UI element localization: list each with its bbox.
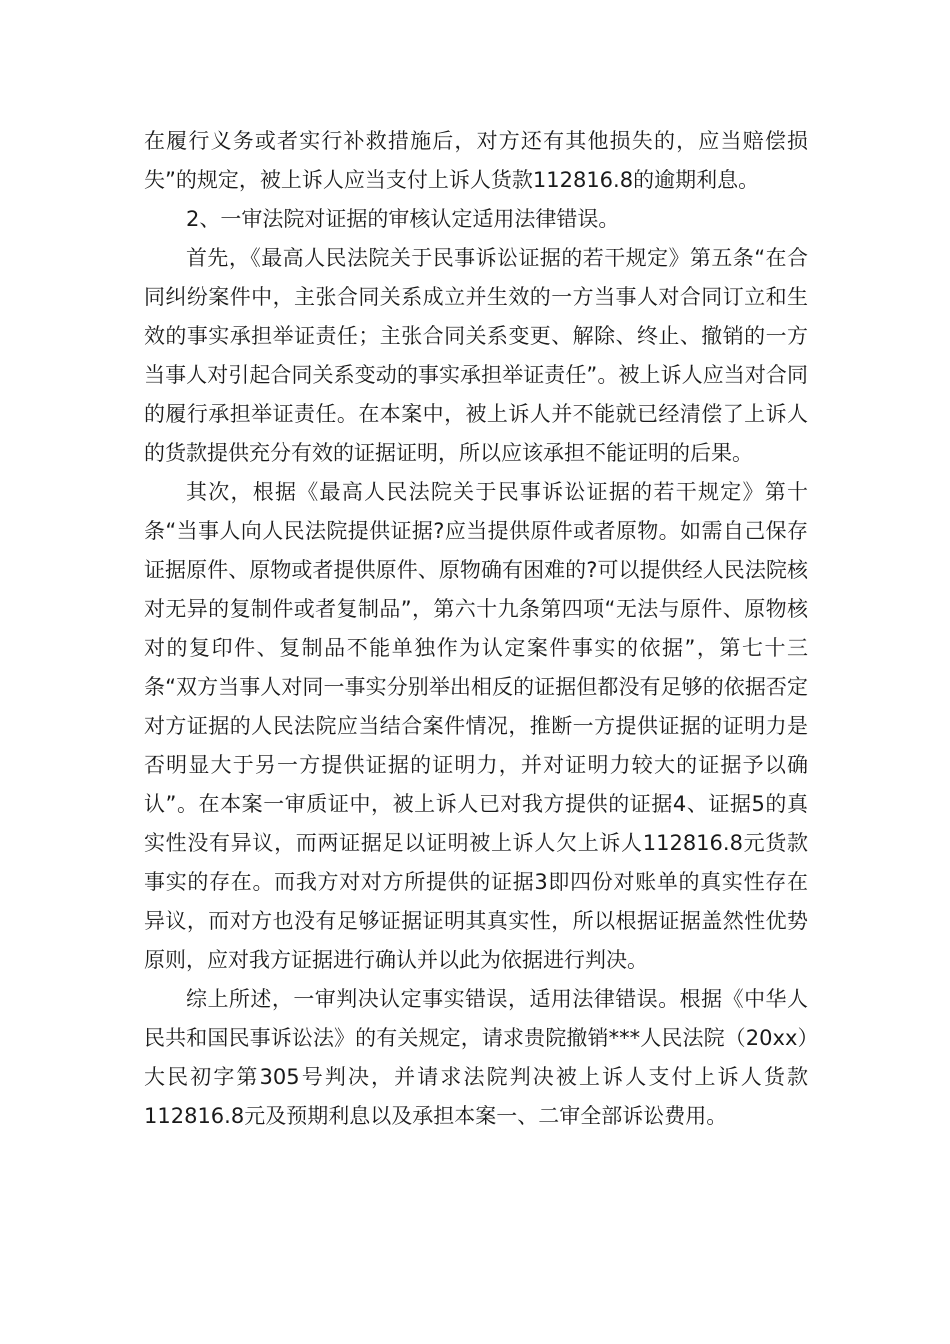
document-body — [144, 122, 808, 1136]
paragraph-continuation: 在履行义务或者实行补救措施后，对方还有其他损失的，应当赔偿损失”的规定，被上诉人应当支付上诉人货款112816.8的逾期利息。 — [144, 129, 808, 192]
paragraph-heading-2: 2、一审法院对证据的审核认定适用法律错误。 — [186, 207, 620, 231]
paragraph-second-point: 其次，根据《最高人民法院关于民事诉讼证据的若干规定》第十条“当事人向人民法院提供证据?应当提供原件或者原物。如需自己保存证据原件、原物或者提供原件、原物确有困难的?可以提供经人民法院核对无异的复制件或者复制品”，第六十九条第四项“无法与原件、原物核对的复印件、复制品不能单独作为认定案件事实的依据”，第七十三条“双方当事人对同一事实分别举出相反的证据但都没有足够的依据否定对方证据的人民法院应当结合案件情况，推断一方提供证据的证明力是否明显大于另一方提供证据的证明力，并对证明力较大的证据予以确认”。在本案一审质证中，被上诉人已对我方提供的证据4、证据5的真实性没有异议，而两证据足以证明被上诉人欠上诉人112816.8元货款事实的存在。而我方对对方所提供的证据3即四份对账单的真实性存在异议，而对方也没有足够证据证明其真实性，所以根据证据盖然性优势原则，应对我方证据进行确认并以此为依据进行判决。 — [144, 480, 808, 972]
paragraph-conclusion: 综上所述，一审判决认定事实错误，适用法律错误。根据《中华人民共和国民事诉讼法》的有关规定，请求贵院撤销***人民法院（20xx）大民初字第305号判决，并请求法院判决被上诉人支付上诉人货款112816.8元及预期利息以及承担本案一、二审全部诉讼费用。 — [144, 987, 808, 1128]
paragraph-first-point: 首先，《最高人民法院关于民事诉讼证据的若干规定》第五条“在合同纠纷案件中，主张合同关系成立并生效的一方当事人对合同订立和生效的事实承担举证责任；主张合同关系变更、解除、终止、撤销的一方当事人对引起合同关系变动的事实承担举证责任”。被上诉人应当对合同的履行承担举证责任。在本案中，被上诉人并不能就已经清偿了上诉人的货款提供充分有效的证据证明，所以应该承担不能证明的后果。 — [144, 246, 808, 465]
